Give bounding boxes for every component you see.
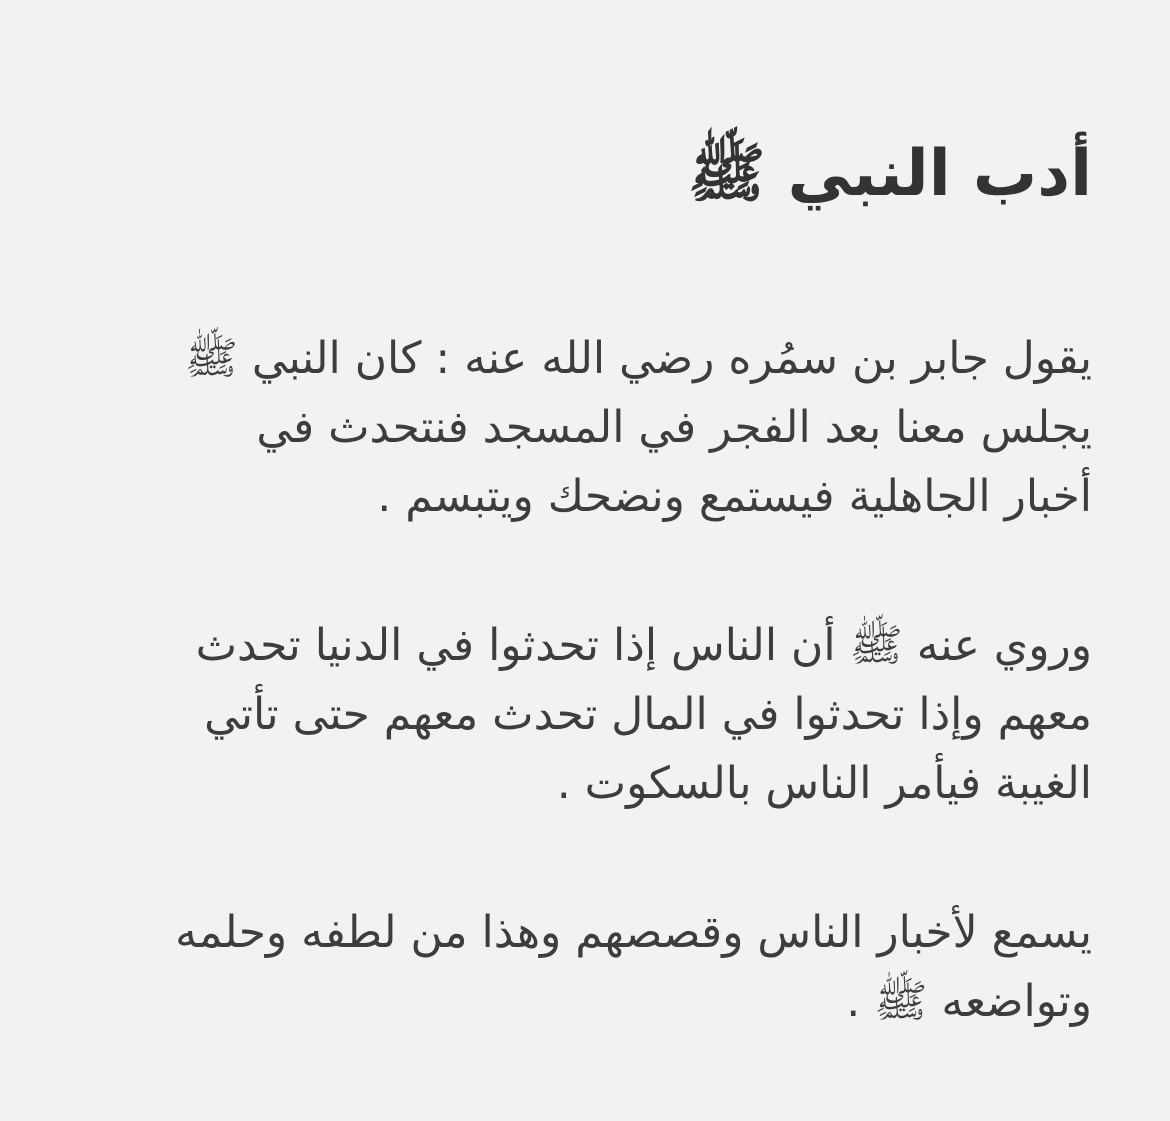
page-title: أدب النبي ﷺ — [688, 137, 1092, 211]
paragraph-2 — [72, 611, 1092, 818]
paragraph-line: يقول جابر بن سمُره رضي الله عنه : كان النبي ﷺ — [184, 333, 1092, 384]
paragraph-line: معهم وإذا تحدثوا في المال تحدث معهم حتى تأتي — [204, 689, 1092, 740]
paragraph-line: الغيبة فيأمر الناس بالسكوت . — [556, 758, 1092, 809]
paragraph-line: وتواضعه ﷺ . — [846, 976, 1092, 1027]
paragraph-line: أخبار الجاهلية فيستمع ونضحك ويتبسم . — [377, 471, 1092, 522]
paragraph-line: يجلس معنا بعد الفجر في المسجد فنتحدث في — [256, 402, 1092, 453]
paragraph-line: وروي عنه ﷺ أن الناس إذا تحدثوا في الدنيا تحدث — [195, 620, 1092, 671]
paragraph-3 — [72, 898, 1092, 1036]
paragraph-1 — [72, 324, 1092, 531]
paragraph-line: يسمع لأخبار الناس وقصصهم وهذا من لطفه وحلمه — [175, 907, 1092, 958]
